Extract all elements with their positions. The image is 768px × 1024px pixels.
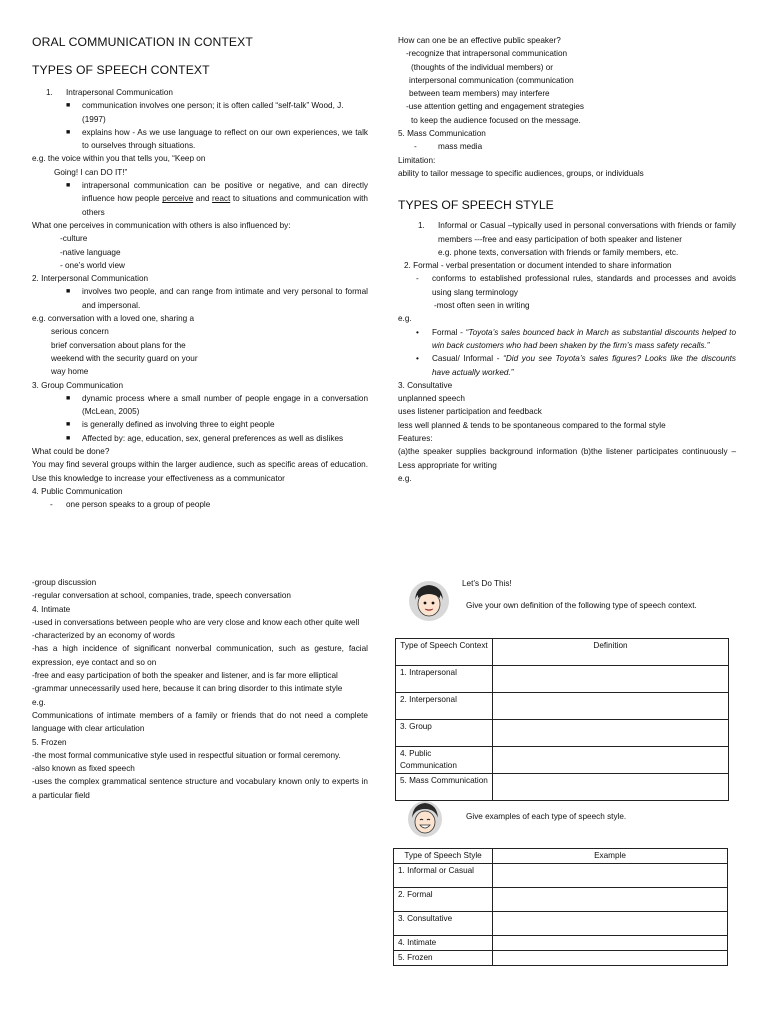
heading-group: 3. Group Communication [32, 380, 124, 390]
bullet: ■ communication involves one person; it is often called “self-talk” Wood, J. (1997) [66, 101, 344, 124]
answer-cell[interactable] [493, 774, 729, 801]
paragraph: Communications of intimate members of a family or friends that do not need a complete language with clear articulation [32, 710, 368, 734]
line: e.g. [398, 314, 412, 324]
heading-interpersonal: 2. Interpersonal Communication [32, 274, 149, 284]
table-header-row [394, 849, 728, 864]
table-row [394, 864, 728, 888]
example-line: brief conversation about plans for the [51, 340, 186, 350]
answer-cell[interactable] [493, 888, 728, 912]
instruction-style: Give examples of each type of speech style. [466, 812, 627, 821]
bullet: ■ intrapersonal communication can be positive or negative, and can directly influence how people perceive and react to situations and communication with others [66, 181, 368, 217]
dash-item: • Formal - “Toyota’s sales bounced back in March as substantial discounts helped to win back customers who had been shaken by the firm’s mass safety recalls.” [416, 327, 736, 350]
answer-cell[interactable] [493, 720, 729, 747]
table-cell: 3. Consultative [394, 912, 493, 936]
paragraph: -uses the complex grammatical sentence structure and vocabulary known only to experts in a particular field [32, 777, 368, 800]
paragraph: -free and easy participation of both the speaker and listener, and is far more elliptical [32, 671, 338, 681]
heading-public: 4. Public Communication [32, 486, 123, 496]
table-cell: 2. Interpersonal [396, 693, 493, 720]
question: How can one be an effective public speaker? [398, 36, 561, 45]
line: -also known as fixed speech [32, 764, 135, 774]
paragraph: What could be done? [32, 447, 110, 457]
answer-cell[interactable] [493, 951, 728, 966]
dash-item: - mass media [414, 142, 483, 152]
example-line: serious concern [51, 327, 109, 337]
bullet: ■ Affected by: age, education, sex, general preferences as well as dislikes [66, 433, 344, 443]
answer-cell[interactable] [493, 693, 729, 720]
section-title-speech-style: TYPES OF SPEECH STYLE [398, 198, 554, 213]
influence-item: - one’s world view [60, 260, 125, 270]
paragraph: -the most formal communicative style used in respectful situation or formal ceremony. [32, 750, 341, 760]
table-header-cell: Type of Speech Context [396, 639, 493, 666]
item-intrapersonal: 1. Intrapersonal Communication [46, 88, 173, 97]
dash-item: - one person speaks to a group of people [50, 500, 211, 510]
document-title: ORAL COMMUNICATION IN CONTEXT [32, 35, 253, 49]
line: uses listener participation and feedback [398, 407, 542, 417]
answer-cell[interactable] [493, 864, 728, 888]
table-row [396, 720, 729, 747]
section-title-speech-context: TYPES OF SPEECH CONTEXT [32, 63, 210, 77]
table-cell: 2. Formal [394, 888, 493, 912]
heading-intimate: 4. Intimate [32, 604, 71, 614]
paragraph: (a)the speaker supplies background information (b)the listener participates continuously – Less appropriate for writing [398, 447, 736, 470]
heading-mass: 5. Mass Communication [398, 129, 486, 139]
table-cell: 1. Intrapersonal [396, 666, 493, 693]
influence-item: -culture [60, 234, 88, 244]
heading-consultative: 3. Consultative [398, 380, 453, 390]
right-top-column [398, 34, 736, 485]
line: e.g. [32, 697, 46, 707]
line: -regular conversation at school, companies, trade, speech conversation [32, 591, 291, 601]
line: between team members) may interfere [409, 89, 550, 99]
bullet: ■ explains how - As we use language to reflect on our own experiences, we talk to ourselves through situations. [66, 127, 368, 151]
table-cell: 1. Informal or Casual [394, 864, 493, 888]
table-row [394, 912, 728, 936]
table-cell: 3. Group [396, 720, 493, 747]
example-line: e.g. conversation with a loved one, sharing a [32, 314, 195, 324]
heading-frozen: 5. Frozen [32, 737, 67, 747]
answer-cell[interactable] [493, 936, 728, 951]
student-face-icon [408, 580, 450, 622]
table-row [396, 666, 729, 693]
paragraph: -used in conversations between people who are very close and know each other quite well [32, 617, 360, 627]
example-line: weekend with the security guard on your [51, 353, 198, 363]
heading-formal: 2. Formal - verbal presentation or document intended to share information [404, 261, 672, 271]
example-line: Going! I can DO IT!” [54, 167, 128, 177]
smiling-face-icon [407, 800, 443, 838]
example-line: e.g. phone texts, conversation with friends or family members, etc. [438, 247, 679, 257]
table-cell: 5. Mass Communication [396, 774, 493, 801]
left-bottom-column [32, 576, 368, 802]
line: Limitation: [398, 155, 436, 165]
table-cell: 4. Public Communication [396, 747, 493, 774]
paragraph: What one perceives in communication with others is also influenced by: [32, 220, 291, 230]
paragraph: -has a high incidence of significant nonverbal communication, such as gesture, facial expression, eye contact and so on [32, 644, 368, 667]
line: interpersonal communication (communication [409, 75, 574, 85]
left-top-column [32, 34, 368, 512]
line: Features: [398, 434, 433, 444]
table-cell: 5. Frozen [394, 951, 493, 966]
speech-context-table [395, 638, 729, 801]
paragraph: -grammar unnecessarily used here, because it can bring disorder to this intimate style [32, 684, 343, 694]
table-row [394, 936, 728, 951]
instruction-context: Give your own definition of the following type of speech context. [466, 601, 697, 610]
line: -use attention getting and engagement strategies [406, 102, 584, 112]
table-header-row [396, 639, 729, 666]
item-informal: 1. Informal or Casual –typically used in personal conversations with friends or family members ---free and easy participation of both speaker and listener [418, 221, 736, 244]
line: (thoughts of the individual members) or [411, 62, 553, 72]
speech-style-table [393, 848, 728, 966]
table-cell: 4. Intimate [394, 936, 493, 951]
answer-cell[interactable] [493, 747, 729, 774]
line: to keep the audience focused on the message. [411, 115, 581, 125]
influence-item: -native language [60, 247, 121, 257]
line: ability to tailor message to specific audiences, groups, or individuals [398, 168, 644, 178]
table-row [394, 951, 728, 966]
line: -characterized by an economy of words [32, 631, 175, 641]
table-header-cell: Type of Speech Style [394, 849, 493, 864]
answer-cell[interactable] [493, 912, 728, 936]
bullet: ■ dynamic process where a small number of people engage in a conversation (McLean, 2005) [66, 393, 368, 417]
answer-cell[interactable] [493, 666, 729, 693]
dash-item: • Casual/ Informal - “Did you see Toyota’s sales figures? Looks like the discounts have actually worked.” [416, 354, 737, 377]
table-row [396, 693, 729, 720]
bullet: ■ is generally defined as involving three to eight people [66, 420, 275, 430]
paragraph: You may find several groups within the larger audience, such as specific areas of education. Use this knowledge to increase your effectiveness as a communicator [32, 460, 368, 483]
dash-item: - conforms to established professional rules, standards and processes and avoids using slang terminology [416, 274, 736, 297]
line: unplanned speech [398, 394, 465, 404]
table-row [396, 747, 729, 774]
line: -recognize that intrapersonal communication [406, 49, 568, 59]
example-line: way home [51, 367, 89, 377]
table-header-cell: Definition [493, 639, 729, 666]
line: -group discussion [32, 578, 97, 587]
bullet: ■ involves two people, and can range from intimate and very personal to formal and impersonal. [66, 287, 368, 310]
line: less well planned & tends to be spontaneous compared to the formal style [398, 420, 666, 430]
table-header-cell: Example [493, 849, 728, 864]
table-row [396, 774, 729, 801]
line: e.g. [398, 473, 412, 483]
table-row [394, 888, 728, 912]
example-line: e.g. the voice within you that tells you, “Keep on [32, 154, 206, 164]
line: -most often seen in writing [434, 301, 530, 311]
lets-do-this-label: Let’s Do This! [462, 579, 512, 588]
